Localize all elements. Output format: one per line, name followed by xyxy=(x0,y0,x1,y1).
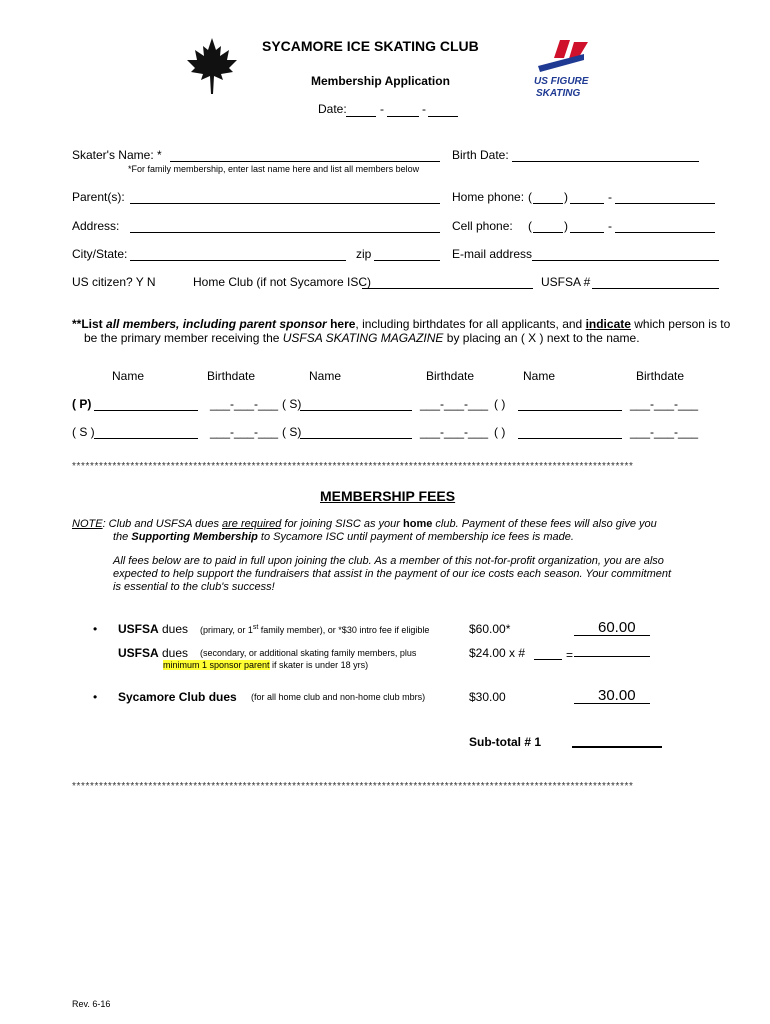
usfsa-secondary-desc: (secondary, or additional skating family members, plus xyxy=(200,648,417,658)
list-instructions: **List all members, including parent sponsor here, including birthdates for all applicants, and indicate which person is to xyxy=(72,317,731,331)
address-field[interactable] xyxy=(130,232,440,233)
date-month-field[interactable] xyxy=(346,116,376,117)
family-note: *For family membership, enter last name here and list all members below xyxy=(128,164,420,174)
us-citizen-label: US citizen? Y N xyxy=(72,275,156,289)
fees-paragraph-2: expected to help support the fundraisers that assist in the payment of our ice costs each season. Your commitment xyxy=(113,568,672,580)
cell-phone-area[interactable] xyxy=(533,232,563,233)
fees-note: NOTE: Club and USFSA dues are required for joining SISC as your home club. Payment of these fees will also give you xyxy=(72,518,657,530)
zip-field[interactable] xyxy=(374,260,440,261)
member-row2-bday1[interactable]: ___-___-___ xyxy=(210,425,279,439)
cell-phone-label: Cell phone: xyxy=(452,219,513,233)
usfsa-secondary-total[interactable] xyxy=(574,656,650,657)
usfsa-dues-label: USFSA dues xyxy=(118,622,189,636)
member-row2-name3[interactable] xyxy=(518,438,622,439)
bullet-icon: • xyxy=(93,622,98,636)
date-label: Date: xyxy=(318,102,347,116)
usfsa-secondary-eq: = xyxy=(566,648,574,662)
col-header-name-2: Name xyxy=(309,369,342,383)
club-dues-amount-line xyxy=(574,703,650,704)
page-title: SYCAMORE ICE SKATING CLUB xyxy=(262,38,479,54)
birth-date-field[interactable] xyxy=(512,161,699,162)
bullet-icon: • xyxy=(93,690,98,704)
usfsa-secondary-price: $24.00 x # xyxy=(469,646,526,660)
member-row1-name3[interactable] xyxy=(518,410,622,411)
star-divider-2: ***************************************************************************************************************************** xyxy=(72,781,634,792)
usfsa-secondary-count[interactable] xyxy=(534,659,562,660)
usfsa-secondary-label: USFSA dues xyxy=(118,646,189,660)
maple-leaf-icon xyxy=(185,36,239,96)
city-state-label: City/State: xyxy=(72,247,128,261)
member-row2-name2[interactable] xyxy=(300,438,412,439)
usfsa-dues-price: $60.00* xyxy=(469,622,511,636)
member-row1-prefix3: ( ) xyxy=(494,397,506,411)
col-header-name-3: Name xyxy=(523,369,556,383)
subtotal-label: Sub-total # 1 xyxy=(469,735,542,749)
home-phone-label: Home phone: xyxy=(452,190,525,204)
email-field[interactable] xyxy=(532,260,719,261)
email-label: E-mail address xyxy=(452,247,533,261)
home-phone-number[interactable] xyxy=(615,203,715,204)
member-row1-prefix2: ( S) xyxy=(282,397,302,411)
member-row1-name1[interactable] xyxy=(94,410,198,411)
club-dues-amount[interactable]: 30.00 xyxy=(598,687,636,704)
usfsa-dues-amount[interactable]: 60.00 xyxy=(598,619,636,636)
usfsa-number-label: USFSA # xyxy=(541,275,591,289)
birth-date-label: Birth Date: xyxy=(452,148,509,162)
col-header-birthdate-3: Birthdate xyxy=(636,369,685,383)
member-row1-bday2[interactable]: ___-___-___ xyxy=(420,397,489,411)
member-row2-name1[interactable] xyxy=(94,438,198,439)
parents-label: Parent(s): xyxy=(72,190,125,204)
usfsa-secondary-desc2: minimum 1 sponsor parent if skater is under 18 yrs) xyxy=(163,660,369,670)
cell-phone-prefix[interactable] xyxy=(570,232,604,233)
date-day-field[interactable] xyxy=(387,116,419,117)
home-phone-area[interactable] xyxy=(533,203,563,204)
skater-logo-icon xyxy=(530,38,592,74)
usfsa-dues-amount-line xyxy=(574,635,650,636)
list-instructions-line2: be the primary member receiving the USFSA SKATING MAGAZINE by placing an ( X ) next to the name. xyxy=(84,331,640,345)
membership-fees-heading: MEMBERSHIP FEES xyxy=(320,488,456,504)
usfsa-dues-desc: (primary, or 1st family member), or *$30 intro fee if eligible xyxy=(200,624,430,635)
member-row2-prefix3: ( ) xyxy=(494,425,506,439)
subtotal-field[interactable] xyxy=(572,746,662,748)
date-year-field[interactable] xyxy=(428,116,458,117)
member-row2-prefix: ( S ) xyxy=(72,425,95,439)
usfsa-number-field[interactable] xyxy=(592,288,719,289)
fees-note-line2: the Supporting Membership to Sycamore ISC until payment of membership ice fees is made. xyxy=(113,531,574,543)
member-row2-bday3[interactable]: ___-___-___ xyxy=(630,425,699,439)
col-header-name-1: Name xyxy=(112,369,145,383)
member-row1-bday1[interactable]: ___-___-___ xyxy=(210,397,279,411)
col-header-birthdate-1: Birthdate xyxy=(207,369,256,383)
zip-label: zip xyxy=(356,247,372,261)
skater-name-field[interactable] xyxy=(170,161,440,162)
logo-text-1: US FIGURE xyxy=(534,76,589,87)
fees-paragraph-3: is essential to the club's success! xyxy=(113,581,275,593)
city-state-field[interactable] xyxy=(130,260,346,261)
club-dues-desc: (for all home club and non-home club mbrs) xyxy=(251,692,426,702)
logo-text-2: SKATING xyxy=(536,88,581,99)
cell-phone-number[interactable] xyxy=(615,232,715,233)
star-divider-1: ***************************************************************************************************************************** xyxy=(72,461,634,472)
member-row1-bday3[interactable]: ___-___-___ xyxy=(630,397,699,411)
us-figure-skating-logo xyxy=(530,38,592,102)
member-row1-prefix: ( P) xyxy=(72,397,92,411)
club-dues-price: $30.00 xyxy=(469,690,506,704)
col-header-birthdate-2: Birthdate xyxy=(426,369,475,383)
address-label: Address: xyxy=(72,219,120,233)
sponsor-parent-highlight: minimum 1 sponsor parent xyxy=(163,660,270,670)
page-subtitle: Membership Application xyxy=(311,74,450,88)
skater-name-label: Skater's Name: * xyxy=(72,148,162,162)
parents-field[interactable] xyxy=(130,203,440,204)
revision-label: Rev. 6-16 xyxy=(72,999,111,1009)
club-dues-label: Sycamore Club dues xyxy=(118,690,237,704)
member-row2-prefix2: ( S) xyxy=(282,425,302,439)
member-row1-name2[interactable] xyxy=(300,410,412,411)
home-club-field[interactable] xyxy=(362,288,533,289)
home-phone-prefix[interactable] xyxy=(570,203,604,204)
member-row2-bday2[interactable]: ___-___-___ xyxy=(420,425,489,439)
home-club-label: Home Club (if not Sycamore ISC) xyxy=(193,275,372,289)
fees-paragraph-1: All fees below are to paid in full upon joining the club. As a member of this not-for-profit organization, you are also xyxy=(113,555,664,567)
